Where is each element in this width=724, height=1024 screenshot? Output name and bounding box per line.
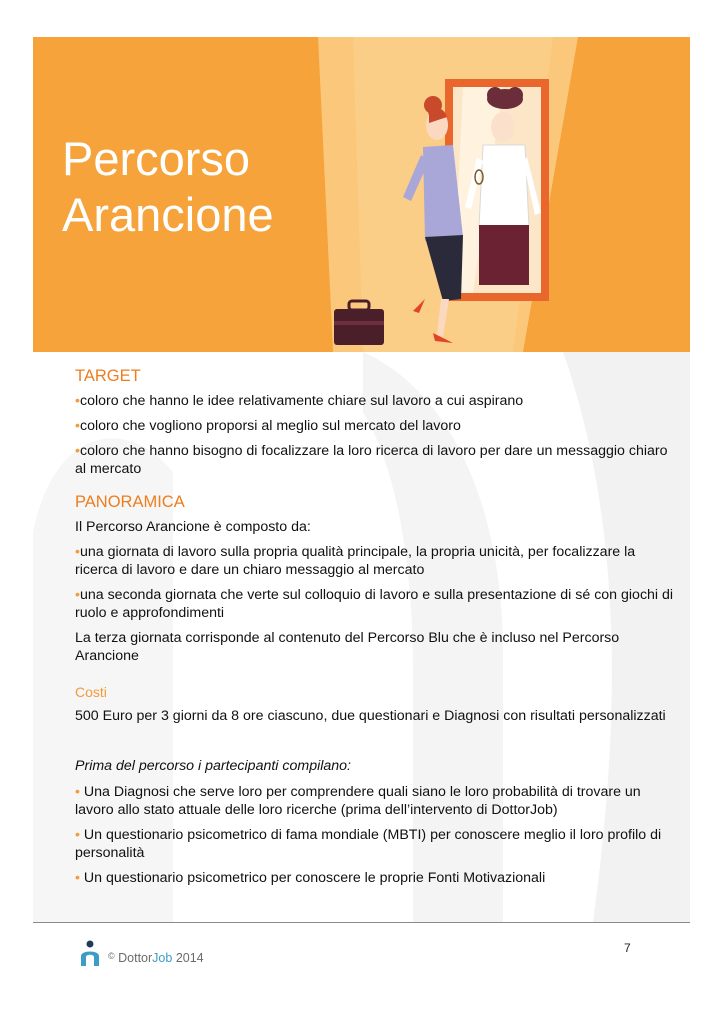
panoramica-intro: Il Percorso Arancione è composto da: <box>75 519 311 535</box>
header-banner <box>33 37 690 352</box>
page-number: 7 <box>624 941 631 955</box>
bullet-icon: • <box>75 870 84 886</box>
prima-item: • Un questionario psicometrico di fama mondiale (MBTI) per conoscere meglio il loro profilo di personalità <box>75 827 662 861</box>
target-item: •coloro che hanno le idee relativamente chiare sul lavoro a cui aspirano <box>75 393 524 409</box>
footer-brand <box>108 951 204 965</box>
panoramica-note: La terza giornata corrisponde al contenuto del Percorso Blu che è incluso nel Percorso Arancione <box>75 630 620 664</box>
bullet-icon: • <box>75 587 80 603</box>
prima-item: • Un questionario psicometrico per conoscere le proprie Fonti Motivazionali <box>75 870 546 886</box>
prima-item: • Una Diagnosi che serve loro per comprendere quali siano le loro probabilità di trovare un lavoro allo stato attuale delle loro ricerche (prima dell’intervento di DottorJob) <box>75 784 641 818</box>
costi-heading: Costi <box>75 684 107 700</box>
brand-year: 2014 <box>175 951 204 965</box>
page-title <box>62 131 274 243</box>
bullet-icon: • <box>75 784 84 800</box>
bullet-icon: • <box>75 544 80 560</box>
bullet-icon: • <box>75 418 80 434</box>
bullet-icon: • <box>75 827 84 843</box>
prima-heading: Prima del percorso i partecipanti compilano: <box>75 758 351 774</box>
panoramica-item: •una seconda giornata che verte sul colloquio di lavoro e sulla presentazione di sé con giochi di ruolo e approfondimenti <box>75 587 674 621</box>
bullet-icon: • <box>75 393 80 409</box>
copyright-symbol: © <box>108 951 115 961</box>
brand-job: Job <box>152 951 173 965</box>
brand-dottor: Dottor <box>118 951 153 965</box>
bullet-icon: • <box>75 443 80 459</box>
panoramica-heading: PANORAMICA <box>75 493 185 511</box>
panoramica-item: •una giornata di lavoro sulla propria qualità principale, la propria unicità, per focalizzare la ricerca di lavoro e dare un chiaro messaggio al mercato <box>75 544 636 578</box>
dottorjob-logo-icon <box>79 940 101 966</box>
target-item: •coloro che hanno bisogno di focalizzare la loro ricerca di lavoro per dare un messaggio chiaro al mercato <box>75 443 668 477</box>
costi-text: 500 Euro per 3 giorni da 8 ore ciascuno, due questionari e Diagnosi con risultati personalizzati <box>75 708 666 724</box>
footer-divider <box>33 922 690 923</box>
title-line-1: Percorso <box>62 132 251 185</box>
title-line-2: Arancione <box>62 188 274 241</box>
main-content <box>75 366 675 894</box>
target-heading: TARGET <box>75 367 141 385</box>
target-item: •coloro che vogliono proporsi al meglio sul mercato del lavoro <box>75 418 461 434</box>
